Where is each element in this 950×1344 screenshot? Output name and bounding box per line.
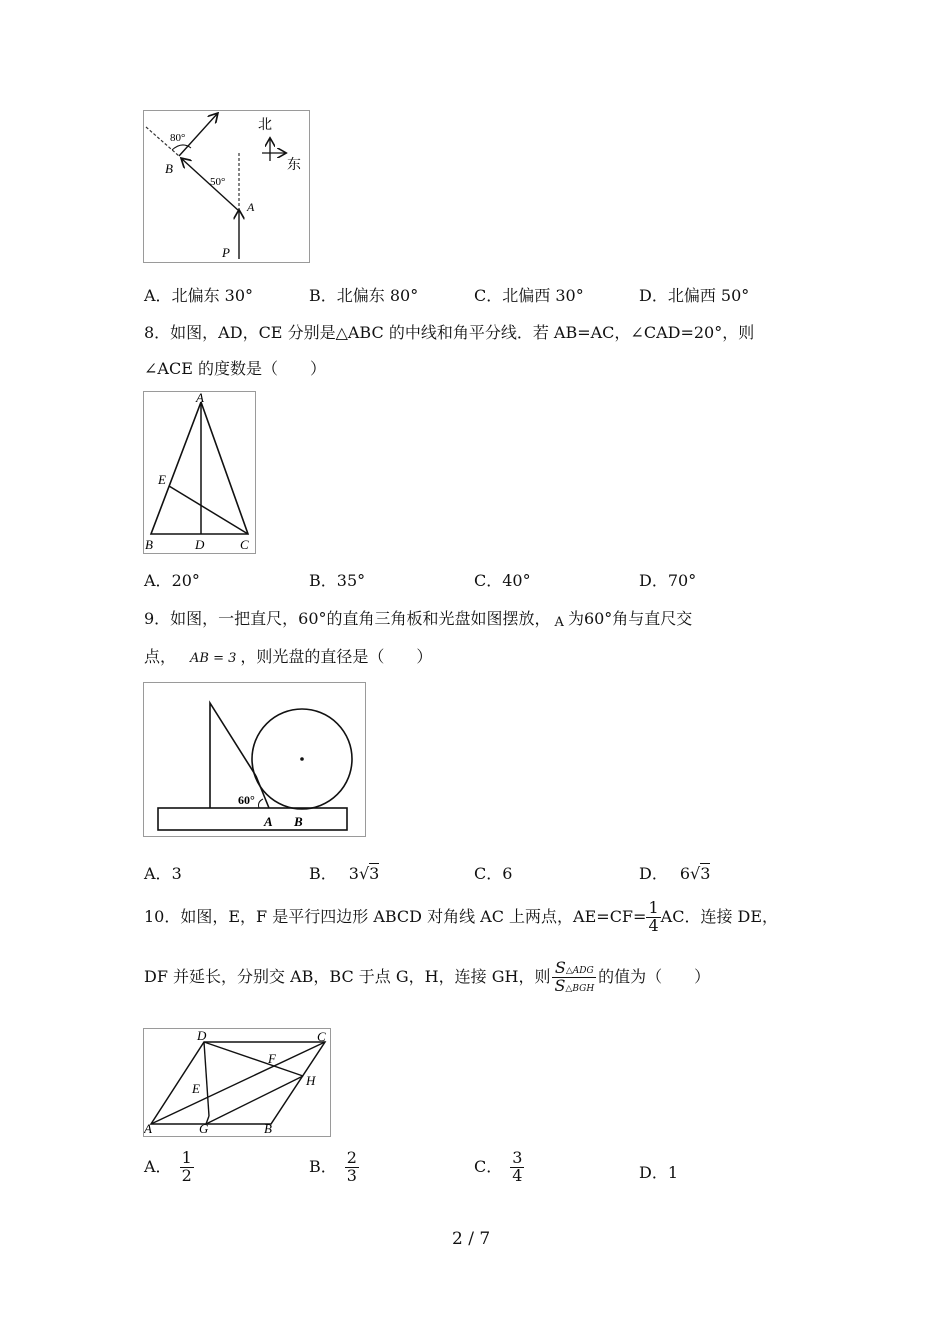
parallelogram-abcd-diagram <box>144 1029 330 1136</box>
q7-option-c[interactable]: C．北偏西 30° <box>474 286 584 305</box>
point-c-label: C <box>317 1029 326 1044</box>
q7-option-b[interactable]: B．北偏东 80° <box>309 286 419 305</box>
q9-option-d[interactable]: D． 6√3 <box>639 864 711 883</box>
q7-option-d[interactable]: D．北偏西 50° <box>639 286 750 305</box>
angle-50-label: 50° <box>210 176 226 188</box>
q10-question-line2: DF 并延长，分别交 AB，BC 于点 G，H，连接 GH，则 $\frac{\text{S△ADG}}{\text{S△BGH}}$ 的值为（ ） <box>144 958 711 995</box>
q8-question-line2: ∠ACE 的度数是（ ） <box>144 359 326 378</box>
q10-question-line1: 10．如图，E，F 是平行四边形 ABCD 对角线 AC 上两点，AE=CF= $\frac{1}{4}$ AC．连接 DE， <box>144 898 779 935</box>
point-e-label: E <box>158 472 166 487</box>
q10-option-d[interactable]: D．1 <box>639 1163 679 1182</box>
point-p-label: P <box>222 245 230 260</box>
compass-diagram <box>144 111 309 262</box>
q10-option-c[interactable]: C． $\frac{3}{4}$ <box>474 1148 523 1185</box>
q8-figure <box>143 391 256 554</box>
q10-option-b[interactable]: B． $\frac{2}{3}$ <box>309 1148 357 1185</box>
q8-option-d[interactable]: D．70° <box>639 571 697 590</box>
point-d-label: D <box>195 537 205 552</box>
ruler-triangle-disc-diagram <box>144 683 365 836</box>
q9-question-line1: 9．如图，一把直尺，60°的直角三角板和光盘如图摆放， A 为60°角与直尺交 <box>144 609 693 630</box>
sqrt-icon: √ <box>358 864 370 883</box>
q10-option-a[interactable]: A． $\frac{1}{2}$ <box>144 1148 192 1185</box>
q8-option-a[interactable]: A．20° <box>144 571 200 590</box>
q8-question-line1: 8．如图，AD，CE 分别是△ABC 的中线和角平分线．若 AB=AC，∠CAD=20°，则 <box>144 323 755 342</box>
point-c-label: C <box>240 537 249 552</box>
point-b-label: B <box>264 1121 272 1136</box>
q9-option-b[interactable]: B． 3√3 <box>309 864 380 883</box>
q10-figure <box>143 1028 331 1137</box>
q7-option-a[interactable]: A．北偏东 30° <box>144 286 254 305</box>
point-a-label: A <box>196 392 204 405</box>
point-f-label: F <box>268 1051 276 1066</box>
point-b-label: B <box>165 161 173 176</box>
point-b-label: B <box>145 537 153 552</box>
east-label: 东 <box>287 158 301 173</box>
point-a-label: A <box>264 814 273 829</box>
area-ratio-fraction: $\frac{\text{S△ADG}}{\text{S△BGH}}$ <box>554 958 595 995</box>
point-e-label: E <box>192 1081 200 1096</box>
q9-question-line2: 点， AB = 3 ，则光盘的直径是（ ） <box>144 647 433 666</box>
q8-option-b[interactable]: B．35° <box>309 571 366 590</box>
point-b-label: B <box>294 814 303 829</box>
point-g-label: G <box>199 1121 209 1136</box>
q9-ab-equation: AB = 3 <box>190 651 237 666</box>
q9-option-a[interactable]: A．3 <box>144 864 182 883</box>
page-number: 2 / 7 <box>452 1229 491 1249</box>
triangle-abc-diagram <box>144 392 255 553</box>
q7-figure <box>143 110 310 263</box>
point-a-label: A <box>144 1121 152 1136</box>
sqrt-icon: √ <box>690 864 701 883</box>
q8-option-c[interactable]: C．40° <box>474 571 531 590</box>
point-a-label: A <box>247 200 255 214</box>
north-label: 北 <box>258 118 272 133</box>
q9-option-c[interactable]: C．6 <box>474 864 513 883</box>
q9-figure <box>143 682 366 837</box>
q9-var-a: A <box>554 615 564 630</box>
fraction-one-quarter: $\frac{1}{4}$ <box>648 898 659 935</box>
angle-60-label: 60° <box>238 793 255 807</box>
point-h-label: H <box>306 1073 316 1088</box>
point-d-label: D <box>197 1029 207 1043</box>
angle-80-label: 80° <box>170 132 186 144</box>
